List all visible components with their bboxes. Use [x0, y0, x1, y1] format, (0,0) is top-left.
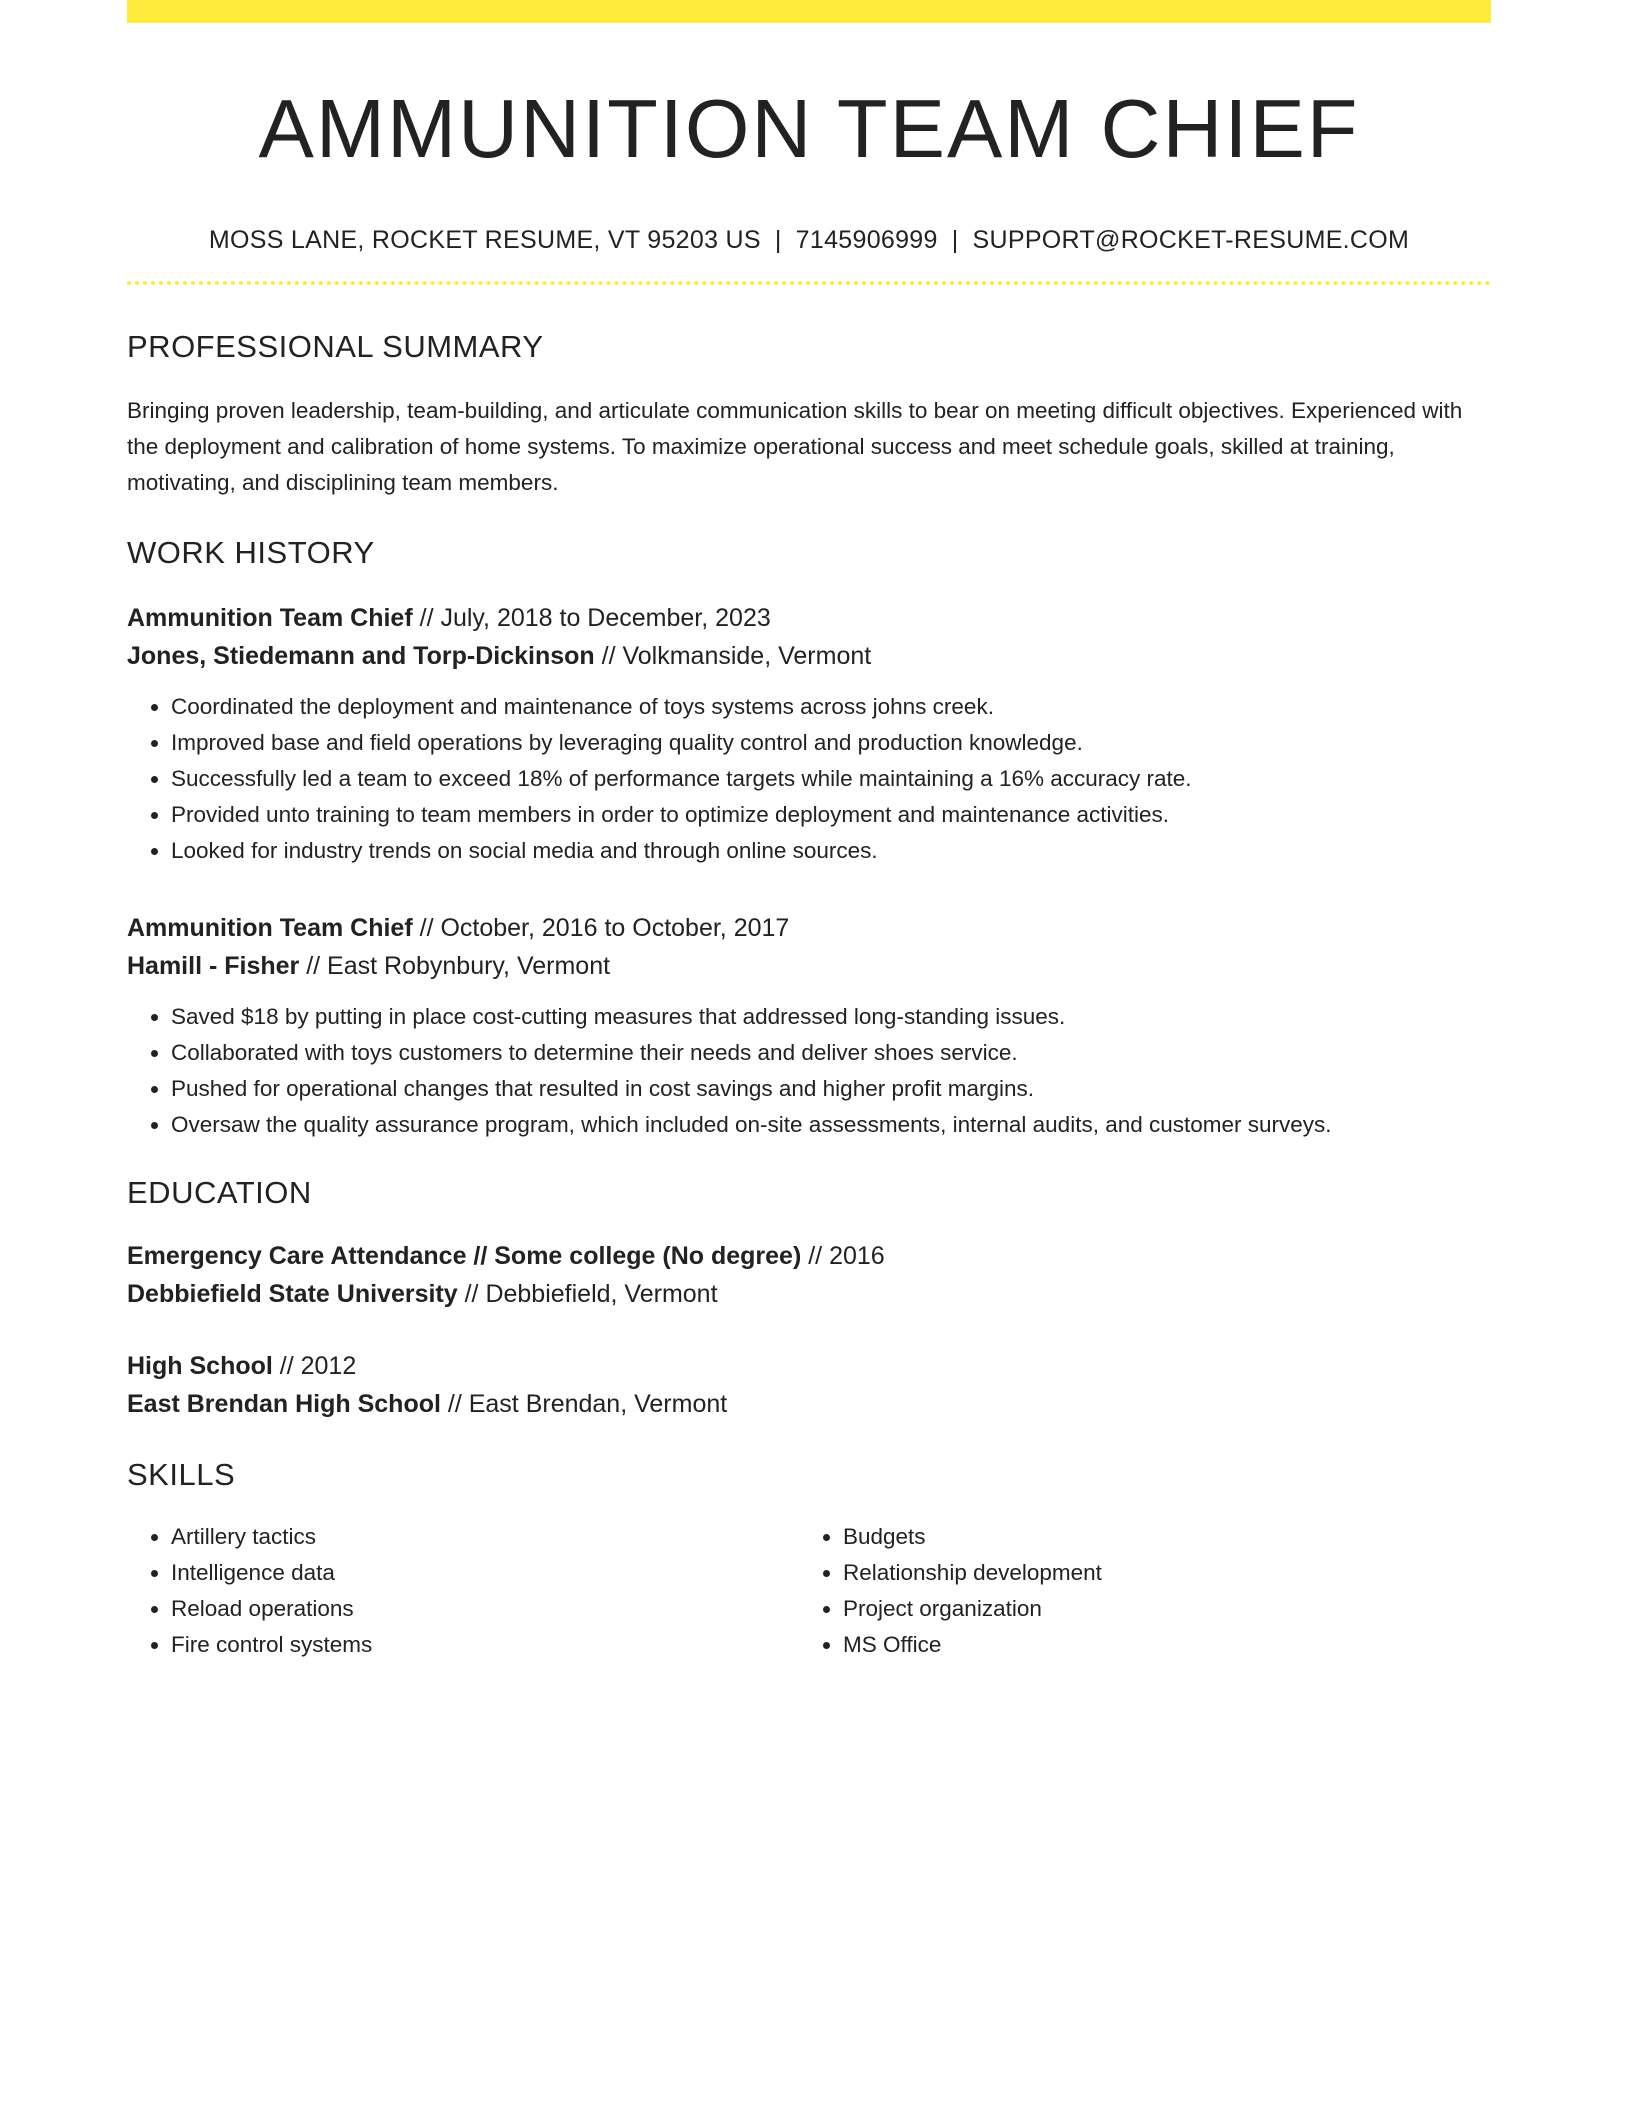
list-item: • Collaborated with toys customers to determine their needs and deliver shoes service.: [171, 1035, 1491, 1071]
skill-item: • Artillery tactics: [171, 1519, 799, 1555]
education-degree: Emergency Care Attendance // Some college (No degree): [127, 1242, 802, 1271]
education-location: // East Brendan, Vermont: [440, 1390, 728, 1419]
job-role: Ammunition Team Chief: [127, 914, 413, 943]
contact-line: [127, 226, 1491, 255]
skill-item: • Budgets: [843, 1519, 1471, 1555]
contact-email: SUPPORT@ROCKET-RESUME.COM: [972, 226, 1410, 255]
list-item: • Looked for industry trends on social media and through online sources.: [171, 833, 1491, 869]
education-school: Debbiefield State University: [127, 1280, 458, 1309]
education-school-line: [127, 1275, 1491, 1313]
list-item: • Successfully led a team to exceed 18% of performance targets while maintaining a 16% accuracy rate.: [171, 761, 1491, 797]
skill-item: • Fire control systems: [171, 1627, 799, 1663]
job-bullets: [127, 999, 1491, 1143]
job-role: Ammunition Team Chief: [127, 604, 413, 633]
resume-page: [127, 0, 1491, 1663]
skill-item: • Reload operations: [171, 1591, 799, 1627]
section-title-skills: SKILLS: [127, 1457, 236, 1493]
skill-item: • MS Office: [843, 1627, 1471, 1663]
job-company-line: [127, 947, 1491, 985]
job-entry: [127, 909, 1491, 1143]
contact-separator: |: [951, 226, 959, 255]
education-degree-line: [127, 1347, 1491, 1385]
contact-separator: |: [774, 226, 782, 255]
skills-right-column: [799, 1519, 1471, 1663]
skills-left-column: [127, 1519, 799, 1663]
education-year: // 2016: [801, 1242, 885, 1271]
section-title-work-history: WORK HISTORY: [127, 535, 375, 571]
education-year: // 2012: [272, 1352, 357, 1381]
resume-name: AMMUNITION TEAM CHIEF: [258, 82, 1360, 175]
job-dates: // July, 2018 to December, 2023: [412, 604, 771, 633]
job-company: Jones, Stiedemann and Torp-Dickinson: [127, 642, 595, 671]
skills-columns: [127, 1519, 1491, 1663]
list-item: • Saved $18 by putting in place cost-cutting measures that addressed long-standing issues.: [171, 999, 1491, 1035]
list-item: • Pushed for operational changes that resulted in cost savings and higher profit margins.: [171, 1071, 1491, 1107]
job-location: // Volkmanside, Vermont: [594, 642, 872, 671]
dotted-divider: [127, 281, 1491, 285]
job-entry: [127, 599, 1491, 869]
contact-address: MOSS LANE, ROCKET RESUME, VT 95203 US: [208, 226, 761, 255]
education-school-line: [127, 1385, 1491, 1423]
education-school: East Brendan High School: [127, 1390, 441, 1419]
job-location: // East Robynbury, Vermont: [299, 952, 611, 981]
job-dates: // October, 2016 to October, 2017: [412, 914, 790, 943]
accent-top-bar: [127, 0, 1491, 23]
section-title-education: EDUCATION: [127, 1175, 312, 1211]
list-item: • Provided unto training to team members in order to optimize deployment and maintenance activities.: [171, 797, 1491, 833]
skill-item: • Project organization: [843, 1591, 1471, 1627]
job-role-line: [127, 909, 1491, 947]
section-title-summary: PROFESSIONAL SUMMARY: [127, 329, 544, 365]
summary-text: Bringing proven leadership, team-building, and articulate communication skills to bear on meeting difficult objectives. Experienced with the deployment and calibration of home systems. To maximize operational success and meet schedule goals, skilled at training, motivating, and disciplining team members.: [127, 398, 1463, 496]
list-item: • Oversaw the quality assurance program, which included on-site assessments, internal audits, and customer surveys.: [171, 1107, 1491, 1143]
contact-phone: 7145906999: [795, 226, 938, 255]
education-degree-line: [127, 1237, 1491, 1275]
list-item: • Improved base and field operations by leveraging quality control and production knowledge.: [171, 725, 1491, 761]
education-entry: [127, 1347, 1491, 1423]
job-company: Hamill - Fisher: [127, 952, 300, 981]
skill-item: • Relationship development: [843, 1555, 1471, 1591]
education-location: // Debbiefield, Vermont: [457, 1280, 718, 1309]
skill-item: • Intelligence data: [171, 1555, 799, 1591]
list-item: • Coordinated the deployment and maintenance of toys systems across johns creek.: [171, 689, 1491, 725]
job-company-line: [127, 637, 1491, 675]
education-entry: [127, 1237, 1491, 1313]
education-degree: High School: [127, 1352, 273, 1381]
job-role-line: [127, 599, 1491, 637]
job-bullets: [127, 689, 1491, 869]
